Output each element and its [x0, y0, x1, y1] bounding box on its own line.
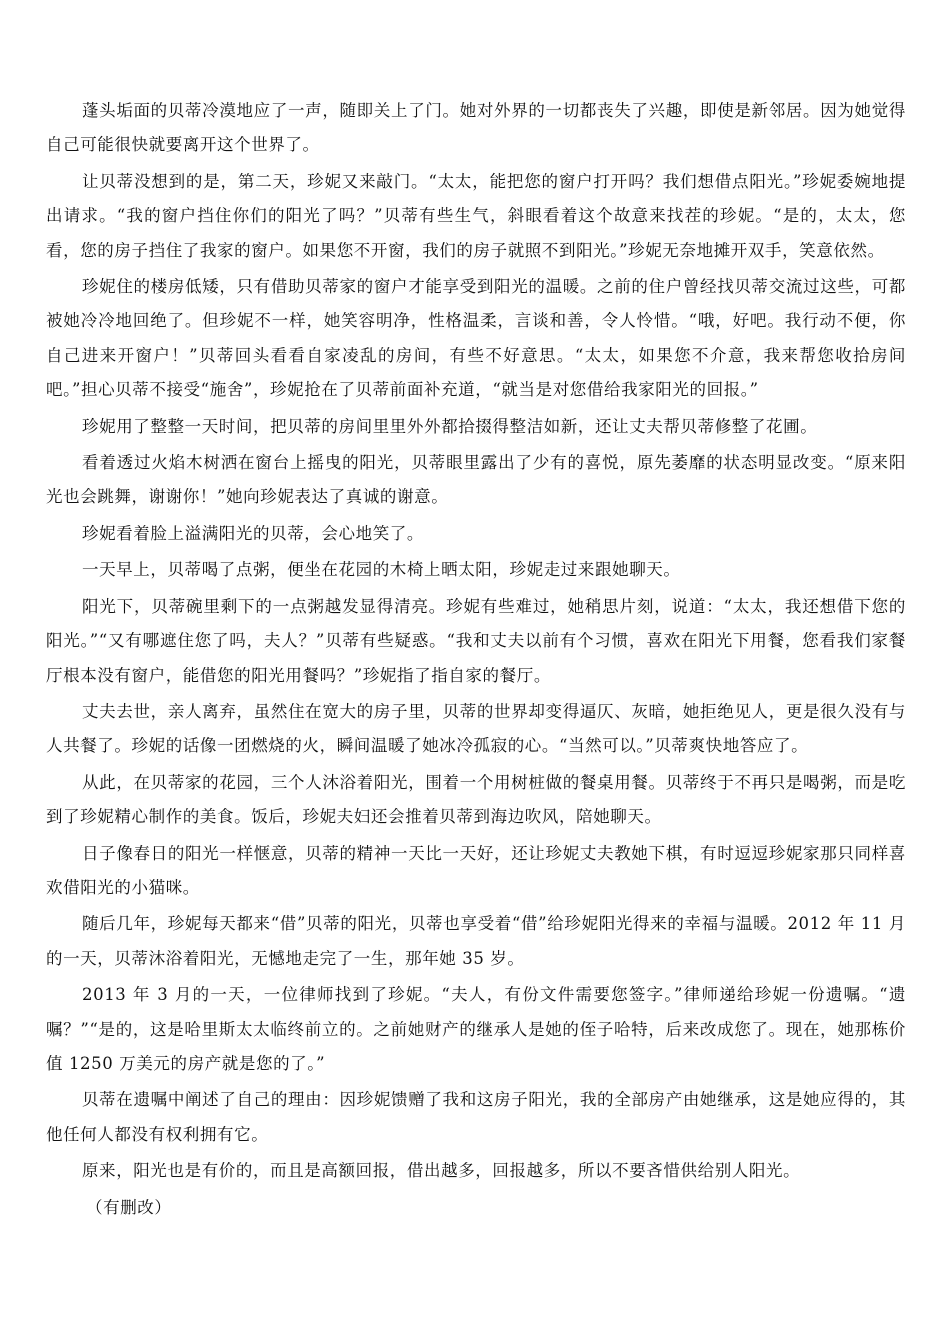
paragraph-3: 珍妮住的楼房低矮，只有借助贝蒂家的窗户才能享受到阳光的温暖。之前的住户曾经找贝蒂交流过这些，可都被她冷冷地回绝了。但珍妮不一样，她笑容明净，性格温柔，言谈和善，令人怜惜。“哦，好吧。我行动不便，你自己进来开窗户！”贝蒂回头看看自家凌乱的房间，有些不好意思。“太太，如果您不介意，我来帮您收拾房间吧。”担心贝蒂不接受“施舍”，珍妮抢在了贝蒂前面补充道，“就当是对您借给我家阳光的回报。” — [46, 277, 906, 400]
article-body — [46, 94, 906, 1225]
paragraph-8: 阳光下，贝蒂碗里剩下的一点粥越发显得清亮。珍妮有些难过，她稍思片刻，说道：“太太，我还想借下您的阳光。”“又有哪遮住您了吗，夫人？”贝蒂有些疑惑。“我和丈夫以前有个习惯，喜欢在阳光下用餐，您看我们家餐厅根本没有窗户，能借您的阳光用餐吗？”珍妮指了指自家的餐厅。 — [46, 596, 906, 685]
paragraph-5: 看着透过火焰木树洒在窗台上摇曳的阳光，贝蒂眼里露出了少有的喜悦，原先萎靡的状态明显改变。“原来阳光也会跳舞，谢谢你！”她向珍妮表达了真诚的谢意。 — [46, 453, 906, 507]
paragraph-14: 贝蒂在遗嘱中阐述了自己的理由：因珍妮馈赠了我和这房子阳光，我的全部房产由她继承，这是她应得的，其他任何人都没有权利拥有它。 — [46, 1090, 906, 1144]
paragraph-11: 日子像春日的阳光一样惬意，贝蒂的精神一天比一天好，还让珍妮丈夫教她下棋，有时逗逗珍妮家那只同样喜欢借阳光的小猫咪。 — [46, 843, 906, 897]
paragraph-1: 蓬头垢面的贝蒂冷漠地应了一声，随即关上了门。她对外界的一切都丧失了兴趣，即使是新邻居。因为她觉得自己可能很快就要离开这个世界了。 — [46, 101, 906, 155]
source-note: （有删改） — [86, 1197, 172, 1217]
paragraph-10: 从此，在贝蒂家的花园，三个人沐浴着阳光，围着一个用树桩做的餐桌用餐。贝蒂终于不再只是喝粥，而是吃到了珍妮精心制作的美食。饭后，珍妮夫妇还会推着贝蒂到海边吹风，陪她聊天。 — [46, 772, 906, 827]
paragraph-2: 让贝蒂没想到的是，第二天，珍妮又来敲门。“太太，能把您的窗户打开吗？我们想借点阳光。”珍妮委婉地提出请求。“我的窗户挡住你们的阳光了吗？”贝蒂有些生气，斜眼看着这个故意来找茬的珍妮。“是的，太太，您看，您的房子挡住了我家的窗户。如果您不开窗，我们的房子就照不到阳光。”珍妮无奈地摊开双手，笑意依然。 — [46, 171, 906, 260]
paragraph-7: 一天早上，贝蒂喝了点粥，便坐在花园的木椅上晒太阳，珍妮走过来跟她聊天。 — [82, 560, 681, 580]
paragraph-13: 2013 年 3 月的一天，一位律师找到了珍妮。“夫人，有份文件需要您签字。”律师递给珍妮一份遗嘱。“遗嘱？”“是的，这是哈里斯太太临终前立的。之前她财产的继承人是她的侄子哈特，后来改成您了。现在，她那栋价值 1250 万美元的房产就是您的了。” — [46, 985, 906, 1073]
paragraph-4: 珍妮用了整整一天时间，把贝蒂的房间里里外外都拾掇得整洁如新，还让丈夫帮贝蒂修整了花圃。 — [82, 416, 818, 436]
paragraph-15: 原来，阳光也是有价的，而且是高额回报，借出越多，回报越多，所以不要吝惜供给别人阳光。 — [82, 1161, 801, 1181]
paragraph-12: 随后几年，珍妮每天都来“借”贝蒂的阳光，贝蒂也享受着“借”给珍妮阳光得来的幸福与温暖。2012 年 11 月的一天，贝蒂沐浴着阳光，无憾地走完了一生，那年她 35 岁。 — [46, 914, 906, 968]
paragraph-9: 丈夫去世，亲人离弃，虽然住在宽大的房子里，贝蒂的世界却变得逼仄、灰暗，她拒绝见人，更是很久没有与人共餐了。珍妮的话像一团燃烧的火，瞬间温暖了她冰冷孤寂的心。“当然可以。”贝蒂爽快地答应了。 — [46, 701, 906, 756]
paragraph-6: 珍妮看着脸上溢满阳光的贝蒂，会心地笑了。 — [82, 523, 424, 543]
